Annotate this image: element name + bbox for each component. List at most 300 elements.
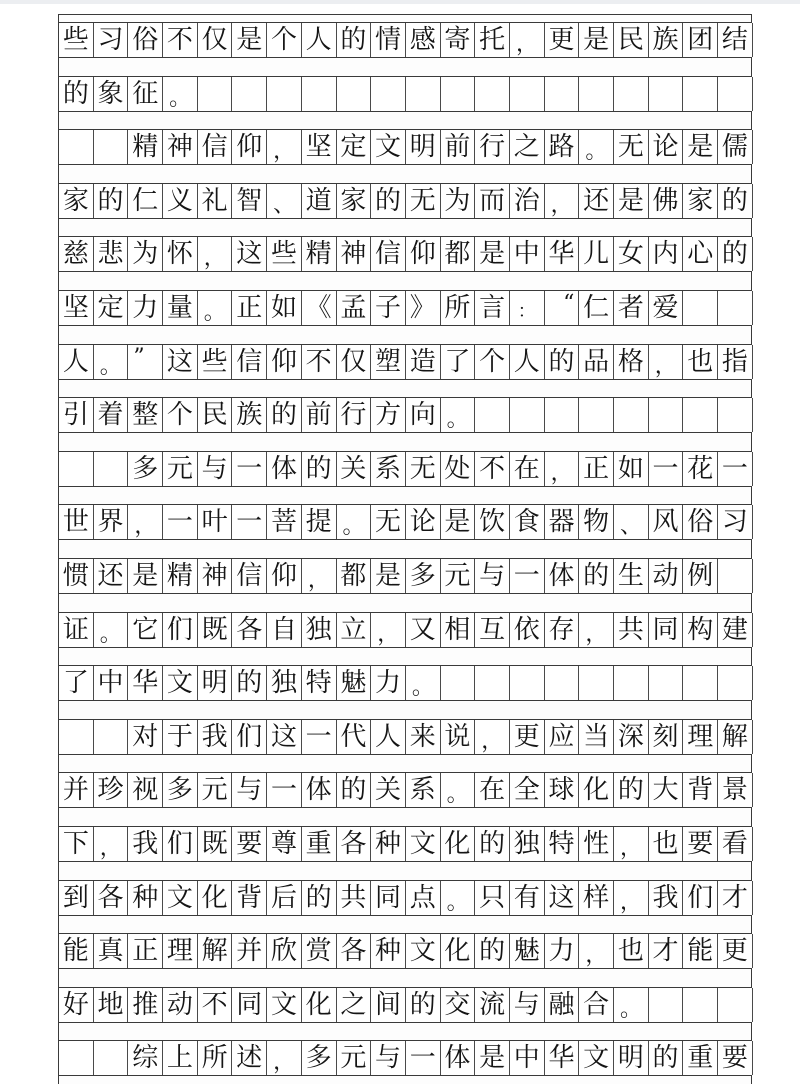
grid-cell-character: 才 (649, 934, 684, 968)
grid-cell-character: 正 (232, 291, 267, 325)
grid-cell-character: 指 (718, 345, 753, 379)
grid-cell-character: 信 (198, 130, 233, 164)
grid-cell-character: 我 (128, 827, 163, 861)
grid-cell-character: 无 (614, 130, 649, 164)
grid-cell-character: 神 (163, 130, 198, 164)
grid-cell-character: 器 (545, 505, 580, 539)
grid-cell-character: 。 (198, 291, 233, 325)
grid-cell-character: 大 (649, 773, 684, 807)
grid-cell-character: 多 (163, 773, 198, 807)
grid-cell-character: 些 (59, 23, 94, 57)
grid-cell-empty (406, 77, 441, 111)
grid-cell-character: 方 (371, 398, 406, 432)
grid-cell-empty (59, 720, 94, 754)
grid-cell-character: 精 (163, 559, 198, 593)
grid-cell-empty (718, 77, 753, 111)
grid-cell-character: 与 (371, 1041, 406, 1075)
grid-cell-character: 人 (59, 345, 94, 379)
grid-cell-empty (475, 77, 510, 111)
grid-cell-character: 所 (198, 1041, 233, 1075)
grid-cell-character: 无 (406, 184, 441, 218)
grid-cell-character: 这 (163, 345, 198, 379)
grid-cell-character: 的 (94, 184, 129, 218)
grid-cell-empty (614, 398, 649, 432)
grid-cell-character: 明 (614, 1041, 649, 1075)
grid-cell-character: 人 (302, 23, 337, 57)
grid-cell-character: 要 (232, 827, 267, 861)
grid-cell-character: ， (510, 23, 545, 57)
grid-cell-character: 习 (718, 505, 753, 539)
grid-cell-empty (337, 77, 372, 111)
grid-row (58, 183, 752, 219)
grid-cell-character: 在 (475, 773, 510, 807)
grid-cell-character: 独 (267, 666, 302, 700)
grid-cell-character: 一 (267, 773, 302, 807)
grid-cell-character: 。 (94, 613, 129, 647)
grid-cell-character: 仰 (267, 559, 302, 593)
grid-cell-character: 而 (475, 184, 510, 218)
grid-cell-character: 世 (59, 505, 94, 539)
grid-cell-character: 正 (579, 452, 614, 486)
grid-cell-character: 后 (267, 881, 302, 915)
grid-cell-character: 不 (475, 452, 510, 486)
grid-cell-character: 全 (510, 773, 545, 807)
grid-cell-empty (232, 77, 267, 111)
grid-cell-character: 解 (198, 934, 233, 968)
grid-cell-empty (579, 398, 614, 432)
grid-cell-character: 惯 (59, 559, 94, 593)
grid-cell-character: 当 (579, 720, 614, 754)
grid-row (58, 1040, 752, 1076)
grid-cell-character: 理 (683, 720, 718, 754)
grid-cell-character: 了 (59, 666, 94, 700)
grid-cell-character: 同 (371, 881, 406, 915)
grid-cell-character: 、 (267, 184, 302, 218)
grid-cell-character: 地 (94, 988, 129, 1022)
grid-cell-character: 人 (510, 345, 545, 379)
grid-cell-character: ， (545, 184, 580, 218)
grid-cell-character: 力 (545, 934, 580, 968)
grid-cell-character: 背 (232, 881, 267, 915)
grid-cell-empty (579, 77, 614, 111)
grid-cell-character: 与 (475, 559, 510, 593)
grid-cell-character: 们 (683, 881, 718, 915)
grid-row (58, 76, 752, 112)
grid-cell-character: 体 (302, 773, 337, 807)
grid-cell-character: 家 (337, 184, 372, 218)
grid-cell-character: 例 (683, 559, 718, 593)
grid-cell-empty (510, 398, 545, 432)
grid-cell-character: 坚 (59, 291, 94, 325)
grid-cell-character: 如 (267, 291, 302, 325)
grid-cell-character: 体 (441, 1041, 476, 1075)
grid-cell-character: ， (371, 613, 406, 647)
grid-cell-character: 提 (302, 505, 337, 539)
grid-cell-character: 仅 (337, 345, 372, 379)
grid-cell-character: ： (510, 291, 545, 325)
grid-cell-character: 是 (128, 559, 163, 593)
grid-cell-character: 存 (545, 613, 580, 647)
grid-cell-character: 路 (545, 130, 580, 164)
grid-cell-character: 也 (614, 934, 649, 968)
grid-cell-character: 行 (337, 398, 372, 432)
grid-cell-character: 与 (232, 773, 267, 807)
grid-cell-character: 又 (406, 613, 441, 647)
grid-cell-character: 这 (232, 237, 267, 271)
grid-cell-character: 。 (441, 881, 476, 915)
grid-cell-empty (302, 77, 337, 111)
grid-cell-character: 家 (683, 184, 718, 218)
grid-cell-character: 团 (683, 23, 718, 57)
grid-cell-character: 依 (510, 613, 545, 647)
grid-cell-character: 力 (371, 666, 406, 700)
grid-cell-empty (614, 77, 649, 111)
grid-cell-character: 特 (545, 827, 580, 861)
grid-cell-character: 怀 (163, 237, 198, 271)
grid-cell-empty (475, 666, 510, 700)
grid-row (58, 129, 752, 165)
grid-cell-character: 内 (649, 237, 684, 271)
grid-cell-character: 综 (128, 1041, 163, 1075)
grid-cell-character: 特 (302, 666, 337, 700)
image-top-edge (0, 0, 800, 4)
grid-cell-character: 要 (683, 827, 718, 861)
grid-cell-character: 征 (128, 77, 163, 111)
grid-cell-character: 的 (614, 773, 649, 807)
grid-cell-character: 引 (59, 398, 94, 432)
grid-cell-character: 看 (718, 827, 753, 861)
grid-cell-character: 还 (94, 559, 129, 593)
grid-cell-character: 整 (128, 398, 163, 432)
grid-cell-character: 为 (441, 184, 476, 218)
grid-cell-character: 子 (371, 291, 406, 325)
grid-cell-character: 的 (59, 77, 94, 111)
grid-cell-character: 的 (579, 559, 614, 593)
grid-cell-empty (683, 988, 718, 1022)
grid-cell-empty (683, 291, 718, 325)
grid-cell-character: 的 (649, 1041, 684, 1075)
grid-cell-character: 习 (94, 23, 129, 57)
grid-cell-character: 神 (337, 237, 372, 271)
grid-cell-character: 。 (406, 666, 441, 700)
grid-cell-character: 家 (59, 184, 94, 218)
grid-cell-character: ， (579, 613, 614, 647)
grid-cell-empty (718, 559, 753, 593)
grid-cell-empty (441, 666, 476, 700)
grid-cell-empty (94, 720, 129, 754)
grid-cell-empty (649, 77, 684, 111)
grid-cell-character: 的 (302, 452, 337, 486)
grid-cell-character: 华 (545, 237, 580, 271)
grid-cell-character: 交 (441, 988, 476, 1022)
grid-cell-character: 流 (475, 988, 510, 1022)
grid-row (58, 933, 752, 969)
grid-cell-character: 理 (163, 934, 198, 968)
grid-cell-character: 个 (267, 23, 302, 57)
grid-cell-character: 一 (232, 505, 267, 539)
grid-cell-character: ， (302, 559, 337, 593)
grid-cell-character: 有 (510, 881, 545, 915)
grid-cell-character: 多 (302, 1041, 337, 1075)
grid-cell-character: 不 (198, 988, 233, 1022)
grid-cell-character: 到 (59, 881, 94, 915)
grid-cell-character: 的 (718, 184, 753, 218)
grid-cell-character: 化 (441, 827, 476, 861)
grid-cell-character: 只 (475, 881, 510, 915)
grid-row (58, 826, 752, 862)
grid-cell-character: 》 (406, 291, 441, 325)
grid-cell-character: 是 (232, 23, 267, 57)
grid-cell-character: 更 (718, 934, 753, 968)
grid-cell-character: 立 (337, 613, 372, 647)
grid-cell-character: 些 (198, 345, 233, 379)
grid-cell-character: 魅 (337, 666, 372, 700)
grid-cell-character: 体 (545, 559, 580, 593)
grid-cell-character: 前 (441, 130, 476, 164)
grid-row (58, 290, 752, 326)
grid-cell-empty (683, 77, 718, 111)
grid-cell-empty (545, 398, 580, 432)
grid-cell-character: 合 (579, 988, 614, 1022)
grid-cell-character: 既 (198, 613, 233, 647)
grid-cell-empty (683, 666, 718, 700)
grid-cell-character: 的 (302, 881, 337, 915)
grid-cell-character: 悲 (94, 237, 129, 271)
grid-cell-character: 独 (510, 827, 545, 861)
grid-cell-character: 信 (371, 237, 406, 271)
grid-cell-character: 造 (406, 345, 441, 379)
grid-cell-character: 信 (232, 345, 267, 379)
grid-cell-character: 们 (163, 613, 198, 647)
grid-row (58, 236, 752, 272)
grid-cell-character: 建 (718, 613, 753, 647)
grid-cell-character: 文 (406, 827, 441, 861)
grid-cell-empty (59, 1041, 94, 1075)
grid-cell-character: 所 (441, 291, 476, 325)
grid-cell-character: 仁 (579, 291, 614, 325)
grid-cell-empty (718, 398, 753, 432)
grid-cell-character: 食 (510, 505, 545, 539)
grid-cell-character: 重 (683, 1041, 718, 1075)
grid-cell-empty (371, 77, 406, 111)
grid-cell-character: 代 (337, 720, 372, 754)
grid-cell-character: 独 (302, 613, 337, 647)
grid-cell-character: 着 (94, 398, 129, 432)
grid-cell-character: 还 (579, 184, 614, 218)
grid-cell-character: 物 (579, 505, 614, 539)
grid-cell-character: 之 (337, 988, 372, 1022)
grid-cell-character: 要 (718, 1041, 753, 1075)
grid-cell-character: 共 (614, 613, 649, 647)
grid-cell-character: “ (545, 291, 580, 325)
grid-cell-character: 一 (163, 505, 198, 539)
grid-cell-character: 。 (614, 988, 649, 1022)
grid-cell-character: 量 (163, 291, 198, 325)
grid-cell-character: 才 (718, 881, 753, 915)
grid-cell-character: 是 (441, 505, 476, 539)
grid-cell-character: 多 (128, 452, 163, 486)
grid-cell-character: 之 (510, 130, 545, 164)
grid-cell-character: 的 (406, 988, 441, 1022)
grid-cell-character: 族 (649, 23, 684, 57)
grid-cell-character: ， (614, 827, 649, 861)
grid-cell-character: 。 (337, 505, 372, 539)
grid-cell-character: 既 (198, 827, 233, 861)
grid-cell-character: 间 (371, 988, 406, 1022)
grid-cell-character: 寄 (441, 23, 476, 57)
grid-cell-character: 刻 (649, 720, 684, 754)
grid-cell-character: ， (198, 237, 233, 271)
grid-cell-character: ， (579, 934, 614, 968)
grid-cell-character: 为 (128, 237, 163, 271)
grid-cell-character: 重 (302, 827, 337, 861)
grid-cell-character: 界 (94, 505, 129, 539)
grid-cell-empty (510, 77, 545, 111)
grid-cell-character: 互 (475, 613, 510, 647)
grid-cell-character: 体 (267, 452, 302, 486)
grid-cell-character: 俗 (128, 23, 163, 57)
grid-cell-character: 我 (198, 720, 233, 754)
grid-cell-character: 的 (545, 345, 580, 379)
grid-cell-character: 。 (579, 130, 614, 164)
grid-row (58, 772, 752, 808)
grid-cell-character: ， (267, 1041, 302, 1075)
grid-cell-character: 治 (510, 184, 545, 218)
grid-cell-empty (267, 77, 302, 111)
grid-cell-character: 元 (337, 1041, 372, 1075)
grid-cell-character: 我 (649, 881, 684, 915)
grid-cell-character: 们 (163, 827, 198, 861)
grid-cell-character: 民 (614, 23, 649, 57)
grid-cell-character: 同 (649, 613, 684, 647)
grid-cell-character: 一 (232, 452, 267, 486)
grid-cell-character: 是 (683, 130, 718, 164)
grid-cell-character: 个 (475, 345, 510, 379)
grid-row (58, 397, 752, 433)
grid-cell-character: ， (614, 881, 649, 915)
grid-cell-character: 景 (718, 773, 753, 807)
grid-cell-character: 民 (198, 398, 233, 432)
grid-cell-character: 这 (545, 881, 580, 915)
grid-cell-character: 赏 (302, 934, 337, 968)
grid-cell-character: 华 (128, 666, 163, 700)
grid-cell-character: 是 (475, 237, 510, 271)
grid-cell-character: 华 (545, 1041, 580, 1075)
grid-cell-character: 象 (94, 77, 129, 111)
grid-cell-character: 关 (337, 452, 372, 486)
grid-cell-character: 品 (579, 345, 614, 379)
grid-cell-character: 各 (94, 881, 129, 915)
grid-cell-character: 自 (267, 613, 302, 647)
grid-row (58, 665, 752, 701)
grid-row (58, 987, 752, 1023)
grid-cell-character: 的 (475, 934, 510, 968)
grid-cell-character: 说 (441, 720, 476, 754)
grid-cell-character: 仰 (267, 345, 302, 379)
grid-cell-character: 是 (579, 23, 614, 57)
grid-cell-empty (94, 452, 129, 486)
grid-cell-character: 于 (163, 720, 198, 754)
grid-cell-character: 能 (59, 934, 94, 968)
grid-cell-empty (718, 988, 753, 1022)
grid-cell-character: 文 (163, 881, 198, 915)
grid-cell-character: 菩 (267, 505, 302, 539)
grid-cell-character: ， (545, 452, 580, 486)
grid-cell-character: 文 (406, 934, 441, 968)
grid-cell-character: 精 (128, 130, 163, 164)
grid-cell-character: 也 (683, 345, 718, 379)
grid-cell-empty (614, 666, 649, 700)
grid-row (58, 451, 752, 487)
composition-paper (58, 14, 752, 1084)
grid-cell-character: 元 (198, 773, 233, 807)
grid-cell-character: 都 (337, 559, 372, 593)
grid-cell-character: 信 (232, 559, 267, 593)
grid-cell-character: 格 (614, 345, 649, 379)
grid-cell-character: ” (128, 345, 163, 379)
grid-cell-character: 花 (683, 452, 718, 486)
grid-cell-character: 文 (579, 1041, 614, 1075)
grid-cell-character: 精 (302, 237, 337, 271)
grid-cell-character: ， (128, 505, 163, 539)
grid-cell-character: 尊 (267, 827, 302, 861)
grid-cell-character: 都 (441, 237, 476, 271)
grid-cell-character: 系 (371, 452, 406, 486)
grid-cell-empty (545, 666, 580, 700)
grid-cell-character: 文 (267, 988, 302, 1022)
grid-cell-character: 的 (371, 184, 406, 218)
grid-cell-character: 魅 (510, 934, 545, 968)
grid-cell-character: 述 (232, 1041, 267, 1075)
grid-cell-character: 更 (545, 23, 580, 57)
grid-cell-character: 应 (545, 720, 580, 754)
grid-cell-character: 视 (128, 773, 163, 807)
grid-cell-character: 相 (441, 613, 476, 647)
grid-cell-character: 论 (649, 130, 684, 164)
grid-cell-character: 球 (545, 773, 580, 807)
grid-cell-character: 生 (614, 559, 649, 593)
grid-cell-character: 来 (406, 720, 441, 754)
grid-cell-character: ， (475, 720, 510, 754)
grid-cell-character: ， (94, 827, 129, 861)
grid-cell-character: 明 (406, 130, 441, 164)
grid-cell-character: 俗 (683, 505, 718, 539)
grid-row (58, 880, 752, 916)
grid-cell-empty (718, 291, 753, 325)
grid-cell-character: 能 (683, 934, 718, 968)
grid-cell-character: 行 (475, 130, 510, 164)
grid-cell-character: 化 (198, 881, 233, 915)
grid-cell-character: 与 (510, 988, 545, 1022)
grid-cell-character: 爱 (649, 291, 684, 325)
grid-cell-character: 了 (441, 345, 476, 379)
grid-cell-character: 中 (94, 666, 129, 700)
grid-cell-character: 仅 (198, 23, 233, 57)
grid-cell-character: 。 (163, 77, 198, 111)
grid-cell-character: 是 (475, 1041, 510, 1075)
grid-cell-empty (649, 988, 684, 1022)
grid-cell-character: 女 (614, 237, 649, 271)
grid-cell-character: 感 (406, 23, 441, 57)
grid-cell-character: 佛 (649, 184, 684, 218)
grid-row (58, 612, 752, 648)
grid-cell-character: 《 (302, 291, 337, 325)
grid-cell-character: 神 (198, 559, 233, 593)
grid-cell-character: 文 (163, 666, 198, 700)
grid-cell-empty (649, 666, 684, 700)
grid-cell-character: 义 (163, 184, 198, 218)
grid-row (58, 504, 752, 540)
